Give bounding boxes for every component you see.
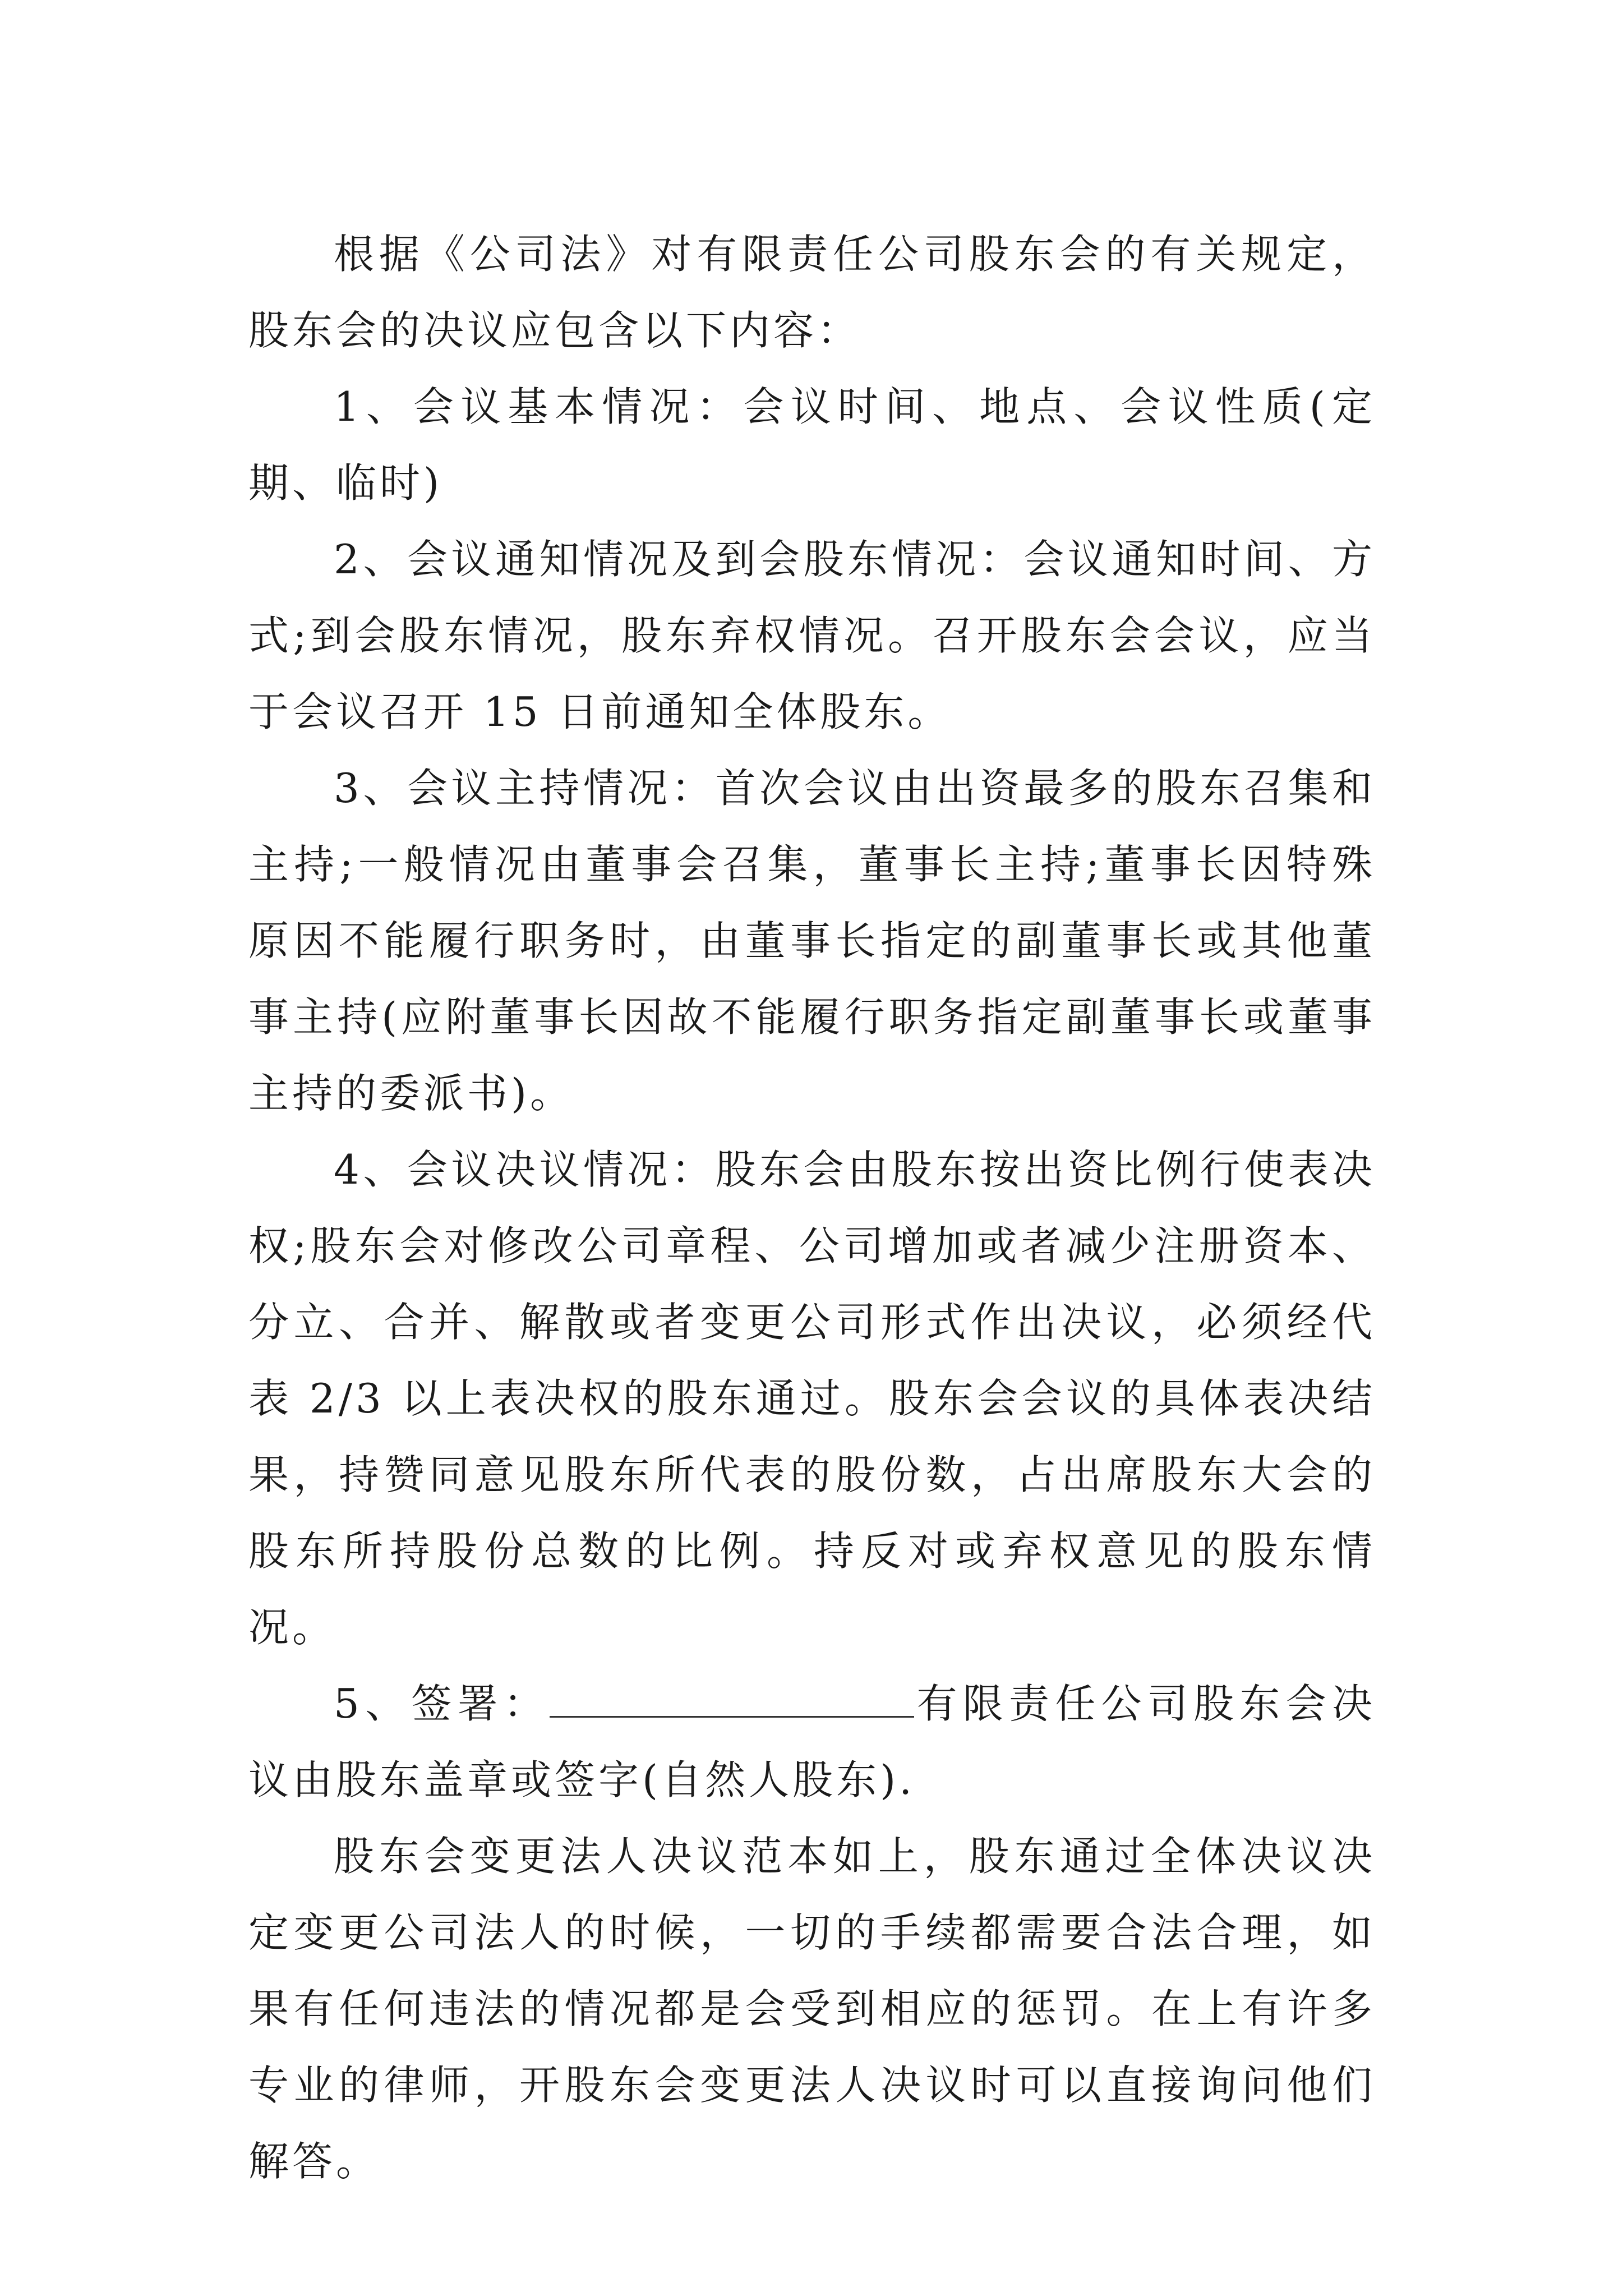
intro-paragraph: 根据《公司法》对有限责任公司股东会的有关规定，股东会的决议应包含以下内容： bbox=[248, 231, 1376, 354]
closing-paragraph: 股东会变更法人决议范本如上，股东通过全体决议决定变更公司法人的时候，一切的手续都需要合法合理，如果有任何违法的情况都是会受到相应的惩罚。在上有许多专业的律师，开股东会变更法人决议时可以直接询问他们解答。 bbox=[248, 1833, 1376, 2185]
signature-blank-line[interactable] bbox=[550, 1680, 914, 1718]
document-body bbox=[248, 216, 1376, 2200]
signature-suffix: 有限责任公司股东会决议由股东盖章或签字(自然人股东). bbox=[248, 1680, 1376, 1803]
item-4-paragraph: 4、会议决议情况：股东会由股东按出资比例行使表决权;股东会对修改公司章程、公司增加或者减少注册资本、分立、合并、解散或者变更公司形式作出决议，必须经代表 2/3 以上表决权的股东通过。股东会会议的具体表决结果，持赞同意见股东所代表的股份数，占出席股东大会的股东所持股份总数的比例。持反对或弃权意见的股东情况。 bbox=[248, 1146, 1376, 1651]
item-3-paragraph: 3、会议主持情况：首次会议由出资最多的股东召集和主持;一般情况由董事会召集，董事长主持;董事长因特殊原因不能履行职务时，由董事长指定的副董事长或其他董事主持(应附董事长因故不能履行职务指定副董事长或董事主持的委派书)。 bbox=[248, 765, 1376, 1117]
item-5-signature-paragraph bbox=[248, 1665, 1376, 1818]
item-2-paragraph: 2、会议通知情况及到会股东情况：会议通知时间、方式;到会股东情况，股东弃权情况。召开股东会会议，应当于会议召开 15 日前通知全体股东。 bbox=[248, 536, 1376, 735]
item-1-paragraph: 1、会议基本情况：会议时间、地点、会议性质(定期、临时) bbox=[248, 383, 1376, 507]
signature-prefix: 5、签署： bbox=[334, 1680, 550, 1727]
